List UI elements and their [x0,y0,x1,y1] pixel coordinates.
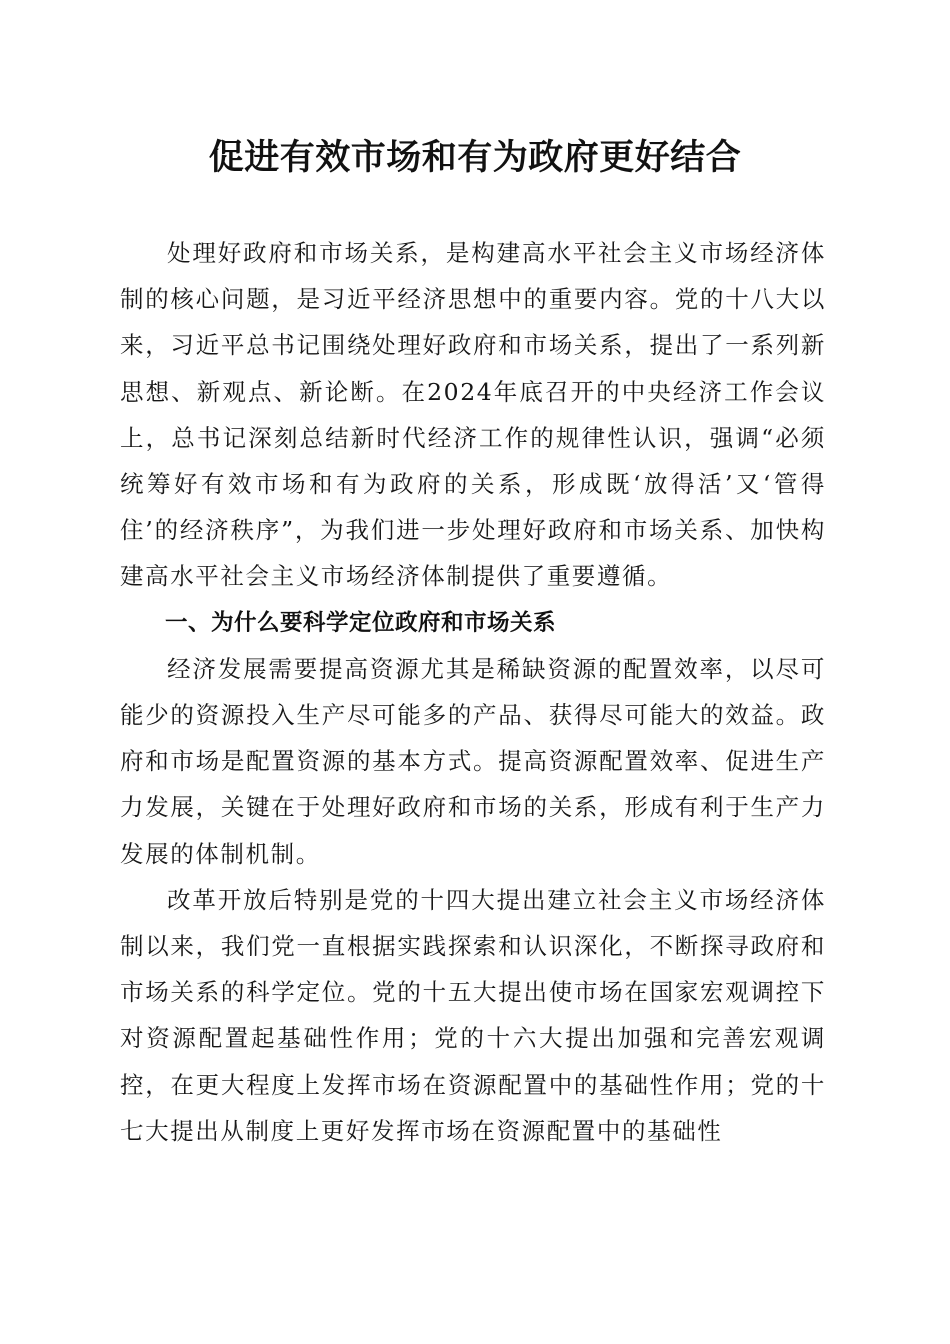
document-body [120,230,826,1154]
section-heading-1: 一、为什么要科学定位政府和市场关系 [165,609,557,636]
document-title: 促进有效市场和有为政府更好结合 [208,137,742,178]
section-1-paragraph-2: 改革开放后特别是党的十四大提出建立社会主义市场经济体制以来，我们党一直根据实践探索和认识深化，不断探寻政府和市场关系的科学定位。党的十五大提出使市场在国家宏观调控下对资源配置起基础性作用；党的十六大提出加强和完善宏观调控，在更大程度上发挥市场在资源配置中的基础性作用；党的十七大提出从制度上更好发挥市场在资源配置中的基础性 [120,885,826,1145]
intro-paragraph: 处理好政府和市场关系，是构建高水平社会主义市场经济体制的核心问题，是习近平经济思想中的重要内容。党的十八大以来，习近平总书记围绕处理好政府和市场关系，提出了一系列新思想、新观点、新论断。在2024年底召开的中央经济工作会议上，总书记深刻总结新时代经济工作的规律性认识，强调“必须统筹好有效市场和有为政府的关系，形成既‘放得活’又‘管得住’的经济秩序”，为我们进一步处理好政府和市场关系、加快构建高水平社会主义市场经济体制提供了重要遵循。 [120,239,826,591]
section-1-paragraph-1: 经济发展需要提高资源尤其是稀缺资源的配置效率，以尽可能少的资源投入生产尽可能多的产品、获得尽可能大的效益。政府和市场是配置资源的基本方式。提高资源配置效率、促进生产力发展，关键在于处理好政府和市场的关系，形成有利于生产力发展的体制机制。 [120,654,826,868]
